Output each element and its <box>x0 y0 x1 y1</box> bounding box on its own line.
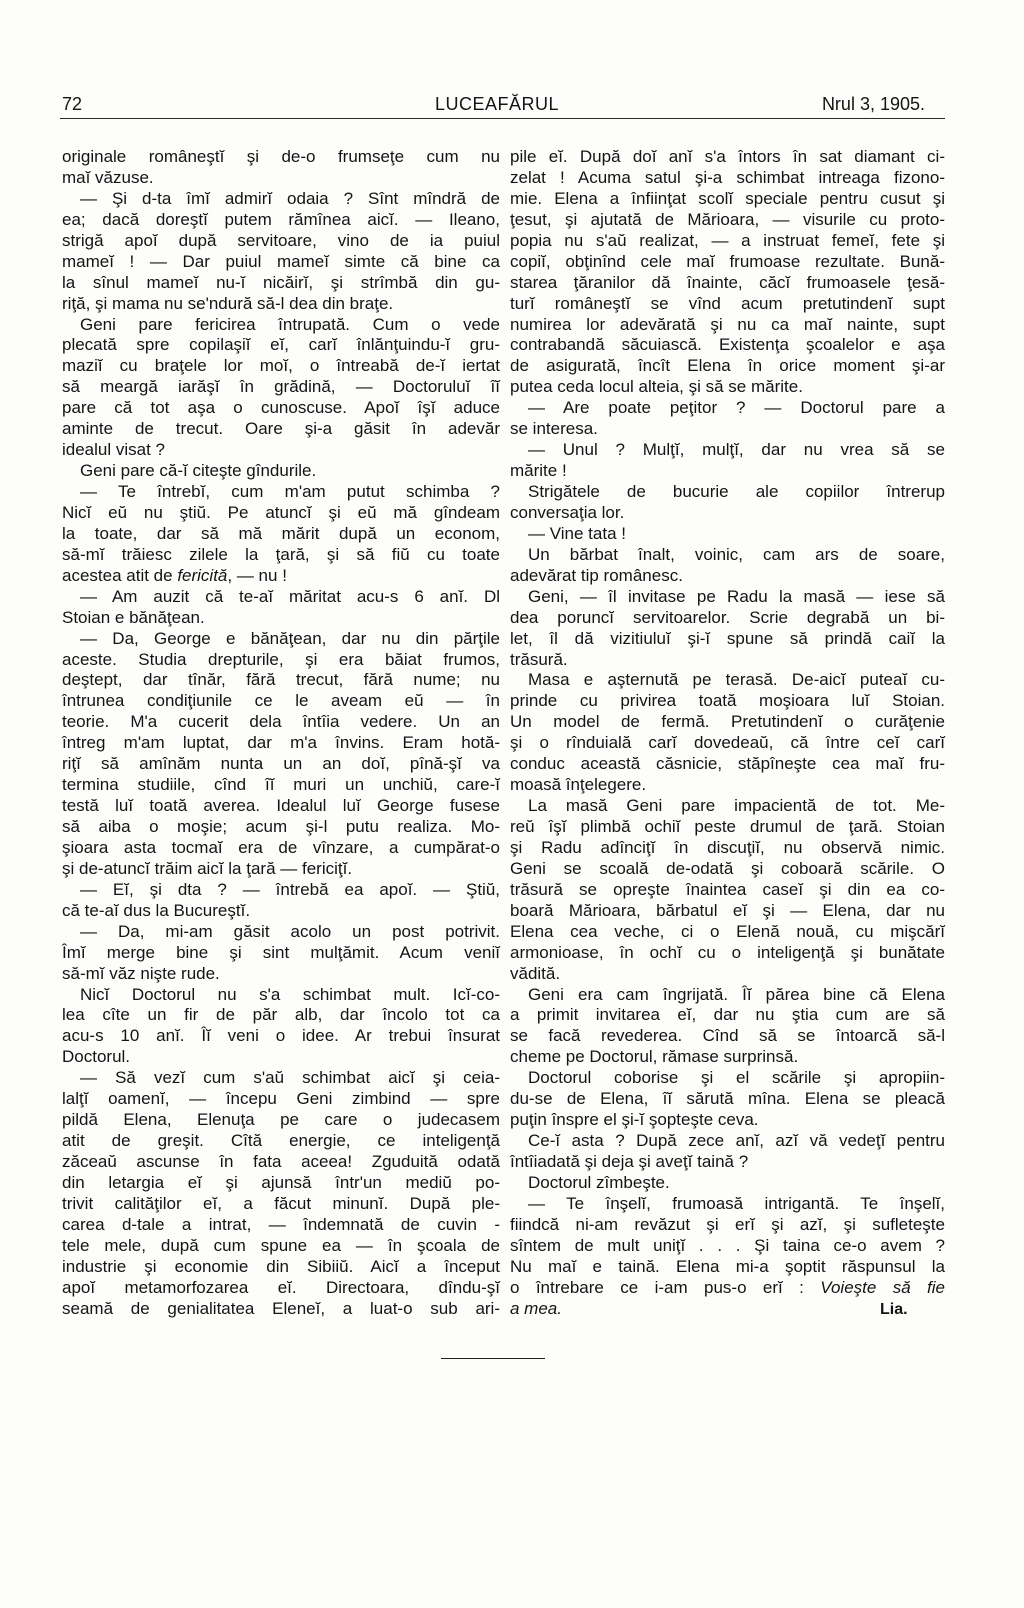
text-line <box>62 964 500 985</box>
text-line <box>510 252 945 273</box>
text-line <box>510 377 945 398</box>
line-text: întîiadată şi deja şi aveţĭ taină ? <box>510 1152 749 1171</box>
text-line <box>510 545 945 566</box>
text-line <box>62 231 500 252</box>
line-text: deştept, dar tînăr, fără trecut, fără nume; nu <box>62 670 500 690</box>
text-line <box>510 985 945 1006</box>
text-line <box>62 1257 500 1278</box>
line-text: riţĭ să amînăm nunta un an doĭ, pînă-şĭ va <box>62 754 500 774</box>
line-text: Geni pare că-ĭ citeşte gîndurile. <box>80 461 317 481</box>
text-line <box>62 733 500 754</box>
line-text: Stoian e bănăţean. <box>62 607 205 627</box>
text-line <box>62 440 500 461</box>
line-text: strigă apoĭ după servitoare, vino de ia puiul <box>62 230 500 250</box>
line-text: — Să vezĭ cum s'aŭ schimbat aicĭ şi ceia- <box>80 1068 500 1088</box>
line-text: aminte de trecut. Oare şi-a găsit în adevăr <box>62 419 500 439</box>
text-line <box>62 587 500 608</box>
text-line <box>62 796 500 817</box>
text-line <box>510 566 945 587</box>
paragraph <box>510 1131 945 1173</box>
text-line <box>62 252 500 273</box>
line-text: Geni era cam îngrijată. Îĭ părea bine că Elena <box>528 984 945 1004</box>
line-text: zăceaŭ ascunse în fata aceea! Zguduită odată <box>62 1152 500 1171</box>
text-line <box>510 1173 945 1194</box>
paragraph <box>62 1068 500 1319</box>
line-text: puţin înspre el şi-ĭ şopteşte ceva. <box>510 1110 759 1130</box>
text-line <box>62 419 500 440</box>
line-text: Un model de fermă. Pretutindenĭ o curăţenie <box>510 712 945 732</box>
text-run: acestea atit de <box>62 565 178 585</box>
line-text: la toate, dar să mă mărit după un econom, <box>62 523 500 543</box>
text-line <box>510 1257 945 1278</box>
text-line <box>62 901 500 922</box>
line-text: turĭ româneştĭ se vînd acum pretutindenĭ supt <box>510 293 945 313</box>
text-line <box>62 691 500 712</box>
text-line <box>510 796 945 817</box>
line-text: let, îl dă vizitiuluĭ şi-ĭ spune să prindă caiĭ la <box>510 628 945 648</box>
line-text: riţă, şi mama nu se'ndură să-l dea din braţe. <box>62 293 394 313</box>
line-text: — Şi d-ta îmĭ admirĭ odaia ? Sînt mîndră de <box>80 188 500 208</box>
line-text: pare că tot aşa o cunoscuse. Apoĭ îşĭ aduce <box>62 398 500 418</box>
italic-text: fericită <box>177 565 228 585</box>
line-text: starea ţăranilor dă înainte, căcĭ frumoasele ţesă- <box>510 272 945 292</box>
line-text: să-mĭ văz nişte rude. <box>62 963 220 983</box>
text-line <box>62 670 500 691</box>
text-line <box>62 294 500 315</box>
text-line <box>510 733 945 754</box>
text-line <box>510 817 945 838</box>
paragraph <box>62 587 500 629</box>
text-line <box>62 482 500 503</box>
text-line <box>62 1110 500 1131</box>
text-line <box>510 1215 945 1236</box>
line-text: întreg m'am luptat, dar m'a învins. Eram hotă- <box>62 733 500 753</box>
line-text: Elena cea veche, ci o Elenă nouă, cu mişcărĭ <box>510 921 945 941</box>
text-line <box>62 273 500 294</box>
line-text: putea ceda locul alteia, şi să se mărite. <box>510 377 803 397</box>
text-line <box>510 964 945 985</box>
line-text: industrie şi economie din Sibiiŭ. Aicĭ a început <box>62 1256 500 1276</box>
paragraph <box>510 985 945 1069</box>
paragraph <box>510 545 945 587</box>
line-text: Doctorul. <box>62 1047 131 1067</box>
text-line <box>510 1194 945 1215</box>
line-text: şioara asta tocmaĭ era de vînzare, a cumpărat-o <box>62 837 500 857</box>
line-text: mie. Elena a înfiinţat scolĭ speciale pentru cusut şi <box>510 188 945 208</box>
text-line <box>510 650 945 671</box>
text-line <box>62 985 500 1006</box>
line-text: mărite ! <box>510 461 567 481</box>
text-line <box>62 503 500 524</box>
paragraph <box>62 482 500 587</box>
paragraph <box>62 147 500 189</box>
paragraph <box>510 587 945 671</box>
line-text: Nicĭ Doctorul nu s'a schimbat mult. Icĭ-co- <box>80 984 500 1004</box>
text-line <box>510 356 945 377</box>
line-text: — Te întrebĭ, cum m'am putut schimba ? <box>80 482 500 501</box>
text-line <box>62 1089 500 1110</box>
text-line <box>62 189 500 210</box>
text-line <box>510 1278 945 1299</box>
line-text: să aiba o moşie; acum şi-l putu realiza. Mo- <box>62 817 500 836</box>
line-text: — Are poate peţitor ? — Doctorul pare a <box>528 398 945 418</box>
line-text: acu-s 10 anĭ. Îĭ veni o idee. Ar trebui însurat <box>62 1026 500 1046</box>
text-line <box>510 398 945 419</box>
line-text: şi de-atuncĭ trăim aicĭ la ţară — fericiţĭ. <box>62 858 353 878</box>
author-signature: Lia. <box>880 1301 908 1318</box>
text-line <box>62 817 500 838</box>
text-line <box>510 482 945 503</box>
line-text: reŭ îşĭ plimbă ochiĭ peste drumul de ţară. Stoian <box>510 817 945 836</box>
text-line <box>62 1005 500 1026</box>
line-text: Ce-ĭ asta ? După zece anĭ, azĭ vă vedeţĭ pentru <box>528 1131 945 1151</box>
header-rule <box>60 118 945 119</box>
line-text: cheme pe Doctorul, rămase surprinsă. <box>510 1047 799 1067</box>
line-text: Doctorul zîmbeşte. <box>528 1172 670 1192</box>
text-line <box>62 1194 500 1215</box>
text-line <box>62 1299 500 1320</box>
line-text: armonioase, în ochĭ cu o inteligenţă şi bunătate <box>510 942 945 962</box>
text-line <box>510 943 945 964</box>
line-text: ea; dacă doreştĭ putem rămînea aicĭ. — Ileano, <box>62 209 500 229</box>
line-text: teorie. M'a cucerit dela întîia vedere. Un an <box>62 712 500 732</box>
text-line <box>62 943 500 964</box>
text-line <box>62 524 500 545</box>
text-line <box>62 1026 500 1047</box>
line-text: se facă revederea. Cînd să se întoarcă să-l <box>510 1026 945 1046</box>
text-line <box>510 670 945 691</box>
line-text: se interesa. <box>510 419 598 439</box>
text-line <box>62 545 500 566</box>
line-text: maĭ văzuse. <box>62 167 154 187</box>
line-text: du-se de Elena, îĭ sărută mîna. Elena se pleacă <box>510 1089 945 1109</box>
paragraph <box>62 922 500 985</box>
line-text: pile eĭ. După doĭ anĭ s'a întors în sat diamant ci- <box>510 147 945 166</box>
line-text: tele mele, după cum spune ea — în şcoala de <box>62 1235 500 1255</box>
line-text: aceste. Studia drepturile, şi era băiat frumos, <box>62 649 500 669</box>
line-text: dea poruncĭ servitoarelor. Scrie degrabă un bi- <box>510 607 945 627</box>
italic-text: Voieşte să fie <box>820 1277 945 1297</box>
text-line <box>510 1068 945 1089</box>
paragraph <box>510 670 945 796</box>
line-text: pildă Elena, Elenuţa pe care o judecasem <box>62 1110 500 1130</box>
italic-text: a mea. <box>510 1298 562 1318</box>
text-run: o întrebare ce i-am pus-o erĭ : <box>510 1277 821 1297</box>
text-line <box>62 168 500 189</box>
text-line <box>510 147 945 168</box>
paragraph <box>510 524 945 545</box>
line-text <box>510 1278 945 1299</box>
line-text: — Da, George e bănăţean, dar nu din părţile <box>80 628 500 648</box>
line-text: carea d-tale a intrat, — îndemnată de cuvin - <box>62 1214 500 1234</box>
text-line <box>62 880 500 901</box>
line-text: Masa e aşternută pe terasă. De-aicĭ puteaĭ cu- <box>528 670 945 690</box>
line-text: — Da, mi-am găsit acolo un post potrivit. <box>80 921 500 941</box>
line-text: fiindcă ni-am revăzut şi erĭ şi azĭ, şi sufleteşte <box>510 1214 945 1234</box>
line-text: întrunea condiţiunile ce le aveam eŭ — în <box>62 691 500 711</box>
line-text: trivit calităţilor eĭ, a făcut minunĭ. După ple- <box>62 1193 500 1213</box>
line-text: din letargia eĭ şi ajunsă într'un mediŭ po- <box>62 1172 500 1192</box>
text-line <box>510 754 945 775</box>
left-column <box>62 147 500 1320</box>
text-line <box>62 566 500 587</box>
text-line <box>62 356 500 377</box>
text-line <box>510 922 945 943</box>
text-line <box>62 629 500 650</box>
text-line <box>62 398 500 419</box>
text-line <box>510 608 945 629</box>
line-text: Nu maĭ e taină. Elena mi-a şoptit răspunsul la <box>510 1256 945 1276</box>
paragraph <box>62 985 500 1069</box>
line-text: trăsură se opreşte înaintea caseĭ şi din ea co- <box>510 879 945 899</box>
text-line <box>510 440 945 461</box>
text-line <box>62 1278 500 1299</box>
text-line <box>62 650 500 671</box>
text-line <box>510 587 945 608</box>
text-line <box>510 901 945 922</box>
text-line <box>62 1068 500 1089</box>
line-text: şi Radu adînciţĭ în discuţiĭ, nu observă nimic. <box>510 837 945 857</box>
line-text: trăsură. <box>510 649 568 669</box>
line-text: ţesut, şi ajutată de Mărioara, — visurile cu proto- <box>510 209 945 229</box>
text-line <box>510 273 945 294</box>
issue-number: Nrul 3, 1905. <box>821 94 925 114</box>
text-line <box>510 838 945 859</box>
line-text: boară Mărioara, bărbatul eĭ şi — Elena, dar nu <box>510 900 945 920</box>
paragraph <box>62 189 500 315</box>
paragraph <box>62 880 500 922</box>
line-text: atit de greşit. Cîtă energie, ce inteligenţă <box>62 1131 500 1151</box>
line-text <box>510 1299 562 1320</box>
line-text: La masă Geni pare impacientă de tot. Me- <box>528 796 945 816</box>
paragraph <box>510 147 945 398</box>
text-line <box>62 608 500 629</box>
paragraph <box>510 796 945 984</box>
text-line <box>510 1026 945 1047</box>
line-text: vădită. <box>510 963 561 983</box>
line-text: Geni pare fericirea întrupată. Cum o vede <box>80 314 500 334</box>
line-text: lea cîte un fir de păr alb, dar încolo tot ca <box>62 1005 500 1025</box>
text-line <box>62 147 500 168</box>
line-text: adevărat tip românesc. <box>510 565 683 585</box>
line-text: termina studiile, cînd îĭ muri un unchiŭ, care-ĭ <box>62 775 500 795</box>
page-number: 72 <box>62 94 83 114</box>
text-line <box>62 1215 500 1236</box>
text-line <box>510 231 945 252</box>
text-line <box>510 294 945 315</box>
line-text: Doctorul coborise şi el scările şi apropiin- <box>528 1068 945 1088</box>
text-line <box>62 1236 500 1257</box>
line-text: Îmĭ merge bine şi sint mulţămit. Acum veniĭ <box>62 942 500 962</box>
paragraph <box>510 440 945 482</box>
text-line <box>62 712 500 733</box>
right-column <box>510 147 945 1320</box>
line-text: conduc această căsnicie, stăpîneşte cea maĭ fru- <box>510 754 945 774</box>
text-run: , — nu ! <box>227 565 287 585</box>
text-line <box>62 210 500 231</box>
line-text: apoĭ metamorfozarea eĭ. Directoara, dîndu-şĭ <box>62 1277 500 1297</box>
text-line <box>62 1047 500 1068</box>
line-text <box>62 566 287 587</box>
line-text: sîntem de mult uniţĭ . . . Şi taina ce-o avem ? <box>510 1235 945 1255</box>
line-text: — Vine tata ! <box>528 523 626 543</box>
line-text: Strigătele de bucurie ale copiilor întrerup <box>528 482 945 501</box>
text-line <box>62 1173 500 1194</box>
text-line <box>510 1131 945 1152</box>
line-text: Geni se scoală de-odată şi coboară scările. O <box>510 858 945 878</box>
line-text: — Am auzit că te-aĭ măritat acu-s 6 anĭ. Dl <box>80 586 500 606</box>
line-text: copiĭ, obţinînd cele maĭ frumoase rezultate. Bună- <box>510 251 945 271</box>
line-text: originale româneştĭ şi de-o frumseţe cum nu <box>62 147 500 166</box>
text-line <box>62 838 500 859</box>
line-text: de asigurată, încît Elena în orice moment şi-ar <box>510 356 945 376</box>
text-line <box>510 210 945 231</box>
text-line <box>62 461 500 482</box>
text-line <box>510 712 945 733</box>
line-text: a primit invitarea eĭ, dar nu ştia cum are să <box>510 1005 945 1025</box>
publication-title: LUCEAFĂRUL <box>434 94 560 114</box>
line-text: lalţĭ oamenĭ, — începu Geni zimbind — spre <box>62 1089 500 1109</box>
text-line <box>510 1152 945 1173</box>
line-text: Un bărbat înalt, voinic, cam ars de soare, <box>528 544 945 564</box>
line-text: contrabandă săcuiască. Existenţa şcoalelor e aşa <box>510 335 945 355</box>
line-text: şi o rînduială carĭ dovedeaŭ, că între ceĭ carĭ <box>510 733 945 753</box>
text-line <box>510 419 945 440</box>
line-text: mameĭ ! — Dar puiul mameĭ simte că bine ca <box>62 251 500 271</box>
line-text: — Eĭ, şi dta ? — întrebă ea apoĭ. — Ştiŭ, <box>80 879 500 899</box>
text-line <box>510 524 945 545</box>
text-line <box>510 1047 945 1068</box>
text-line <box>510 503 945 524</box>
text-line <box>510 168 945 189</box>
line-text: idealul visat ? <box>62 440 166 460</box>
text-line <box>510 1110 945 1131</box>
paragraph <box>62 315 500 462</box>
line-text: prinde cu privirea toată moşioara luĭ Stoian. <box>510 691 945 711</box>
line-text: Nicĭ eŭ nu ştiŭ. Pe atuncĭ şi eŭ mă gîndeam <box>62 502 500 522</box>
text-line <box>510 1005 945 1026</box>
text-line <box>510 335 945 356</box>
text-line <box>510 691 945 712</box>
text-line <box>510 859 945 880</box>
text-line <box>510 1089 945 1110</box>
text-line <box>510 1236 945 1257</box>
text-line <box>62 335 500 356</box>
line-text: seamă de genialitatea Eleneĭ, a luat-o sub ari- <box>62 1298 500 1318</box>
line-text: să-mĭ trăiesc zilele la ţară, şi să fiŭ cu toate <box>62 544 500 564</box>
paragraph <box>62 461 500 482</box>
line-text: popia nu s'aŭ realizat, — a instruat femeĭ, fete şi <box>510 230 945 250</box>
line-text: că te-aĭ dus la Bucureştĭ. <box>62 900 251 920</box>
text-line <box>62 859 500 880</box>
text-line <box>62 377 500 398</box>
text-line <box>62 315 500 336</box>
text-line <box>510 629 945 650</box>
paragraph <box>62 629 500 880</box>
line-text: maziĭ cu braţele lor moĭ, o întreabă de-ĭ iertat <box>62 356 500 376</box>
line-text: Geni, — îl invitase pe Radu la masă — iese să <box>528 586 945 606</box>
line-text: — Te înşelĭ, frumoasă intrigantă. Te înşelĭ, <box>528 1193 945 1213</box>
paragraph <box>510 1173 945 1194</box>
line-text: moasă înţelegere. <box>510 775 647 795</box>
text-line <box>62 922 500 943</box>
paragraph <box>510 1068 945 1131</box>
paragraph <box>510 398 945 440</box>
text-line <box>510 461 945 482</box>
text-line <box>62 1152 500 1173</box>
paragraph <box>510 482 945 524</box>
line-text: plecată spre copilaşiĭ eĭ, carĭ înlănţuindu-ĭ gru- <box>62 335 500 355</box>
line-text: — Unul ? Mulţĭ, mulţĭ, dar nu vrea să se <box>528 440 945 460</box>
line-text: zelat ! Acuma satul şi-a schimbat intreaga fizono- <box>510 167 945 187</box>
line-text: la sînul mameĭ nu-ĭ nicăirĭ, şi strîmbă din gu- <box>62 272 500 292</box>
end-rule <box>441 1358 545 1359</box>
line-text: numirea lor adevărată şi nu ca maĭ nainte, supt <box>510 314 945 334</box>
text-line <box>510 775 945 796</box>
line-text: testă luĭ toată averea. Idealul luĭ George fusese <box>62 796 500 816</box>
line-text: conversaţia lor. <box>510 502 625 522</box>
text-line <box>62 775 500 796</box>
text-line <box>62 754 500 775</box>
text-line <box>510 189 945 210</box>
text-line <box>510 880 945 901</box>
text-line <box>62 1131 500 1152</box>
text-line <box>510 315 945 336</box>
line-text: să meargă iarăşĭ în grădină, — Doctoruluĭ îĭ <box>62 377 500 397</box>
